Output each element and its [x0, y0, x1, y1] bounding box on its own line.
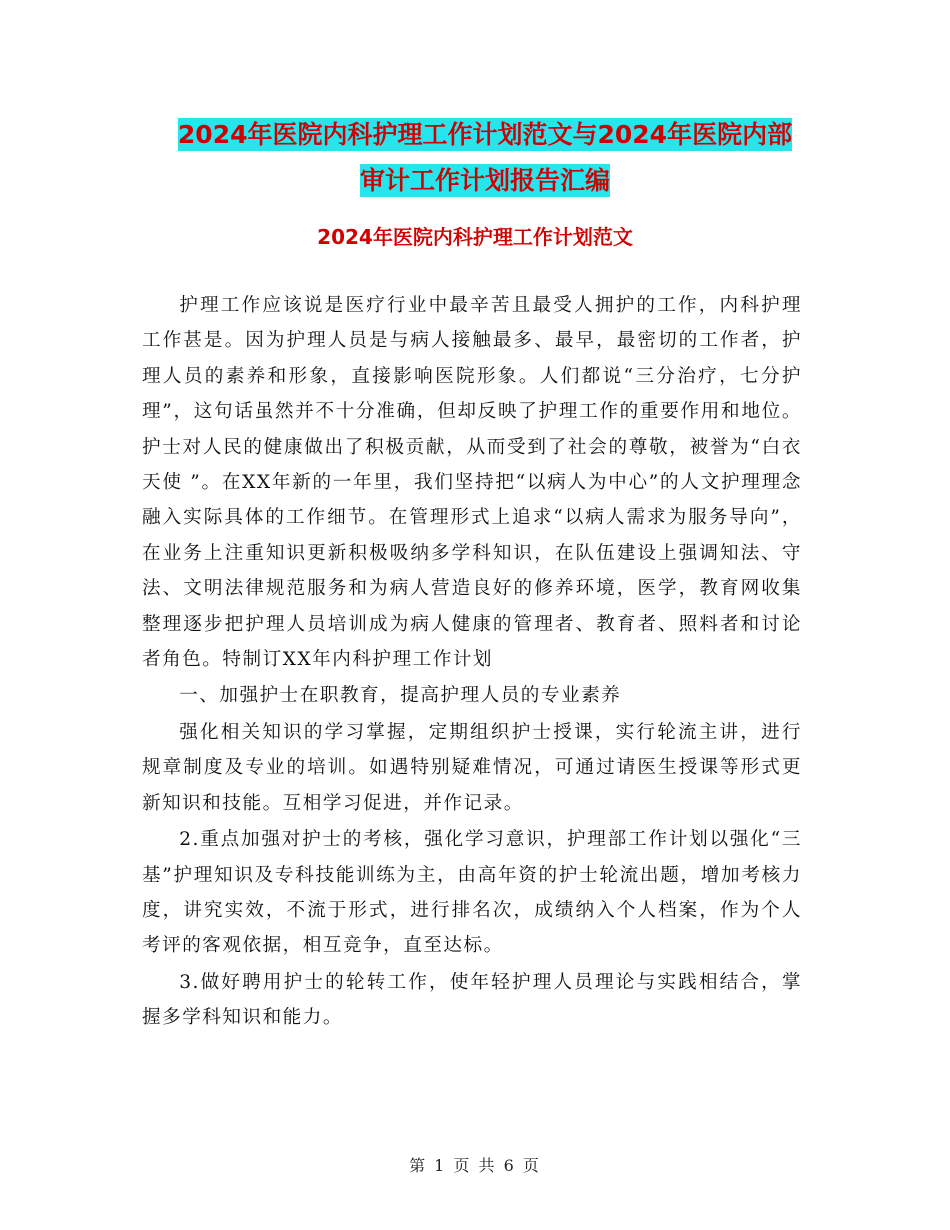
paragraph-heading-1: 一、加强护士在职教育，提高护理人员的专业素养	[179, 685, 622, 707]
page-footer: 第 1 页 共 6 页	[409, 1156, 541, 1175]
paragraph-2: 2.重点加强对护士的考核，强化学习意识，护理部工作计划以强化“三基”护理知识及专科技能训练为主，由高年资的护士轮流出题，增加考核力度，讲究实效，不流于形式，进行排名次，成绩纳入个人档案，作为个人考评的客观依据，相互竞争，直至达标。	[142, 829, 802, 957]
document-title	[140, 112, 830, 204]
section-title: 2024年医院内科护理工作计划范文	[317, 225, 633, 249]
document-body	[142, 288, 802, 1037]
paragraph-3: 3.做好聘用护士的轮转工作，使年轻护理人员理论与实践相结合，掌握多学科知识和能力。	[142, 971, 802, 1029]
paragraph-intro: 护理工作应该说是医疗行业中最辛苦且最受人拥护的工作，内科护理工作甚是。因为护理人员是与病人接触最多、最早，最密切的工作者，护理人员的素养和形象，直接影响医院形象。人们都说“三分治疗，七分护理”，这句话虽然并不十分准确，但却反映了护理工作的重要作用和地位。护士对人民的健康做出了积极贡献，从而受到了社会的尊敬，被誉为“白衣天使 ”。在XX年新的一年里，我们坚持把“以病人为中心”的人文护理理念融入实际具体的工作细节。在管理形式上追求“以病人需求为服务导向”，在业务上注重知识更新积极吸纳多学科知识，在队伍建设上强调知法、守法、文明法律规范服务和为病人营造良好的修养环境，医学，教育网收集整理逐步把护理人员培训成为病人健康的管理者、教育者、照料者和讨论者角色。特制订XX年内科护理工作计划	[142, 295, 802, 671]
paragraph-1: 强化相关知识的学习掌握，定期组织护士授课，实行轮流主讲，进行规章制度及专业的培训。如遇特别疑难情况，可通过请医生授课等形式更新知识和技能。互相学习促进，并作记录。	[142, 721, 802, 814]
document-title-line-2: 审计工作计划报告汇编	[359, 166, 610, 195]
document-title-line-1: 2024年医院内科护理工作计划范文与2024年医院内部	[177, 120, 793, 149]
